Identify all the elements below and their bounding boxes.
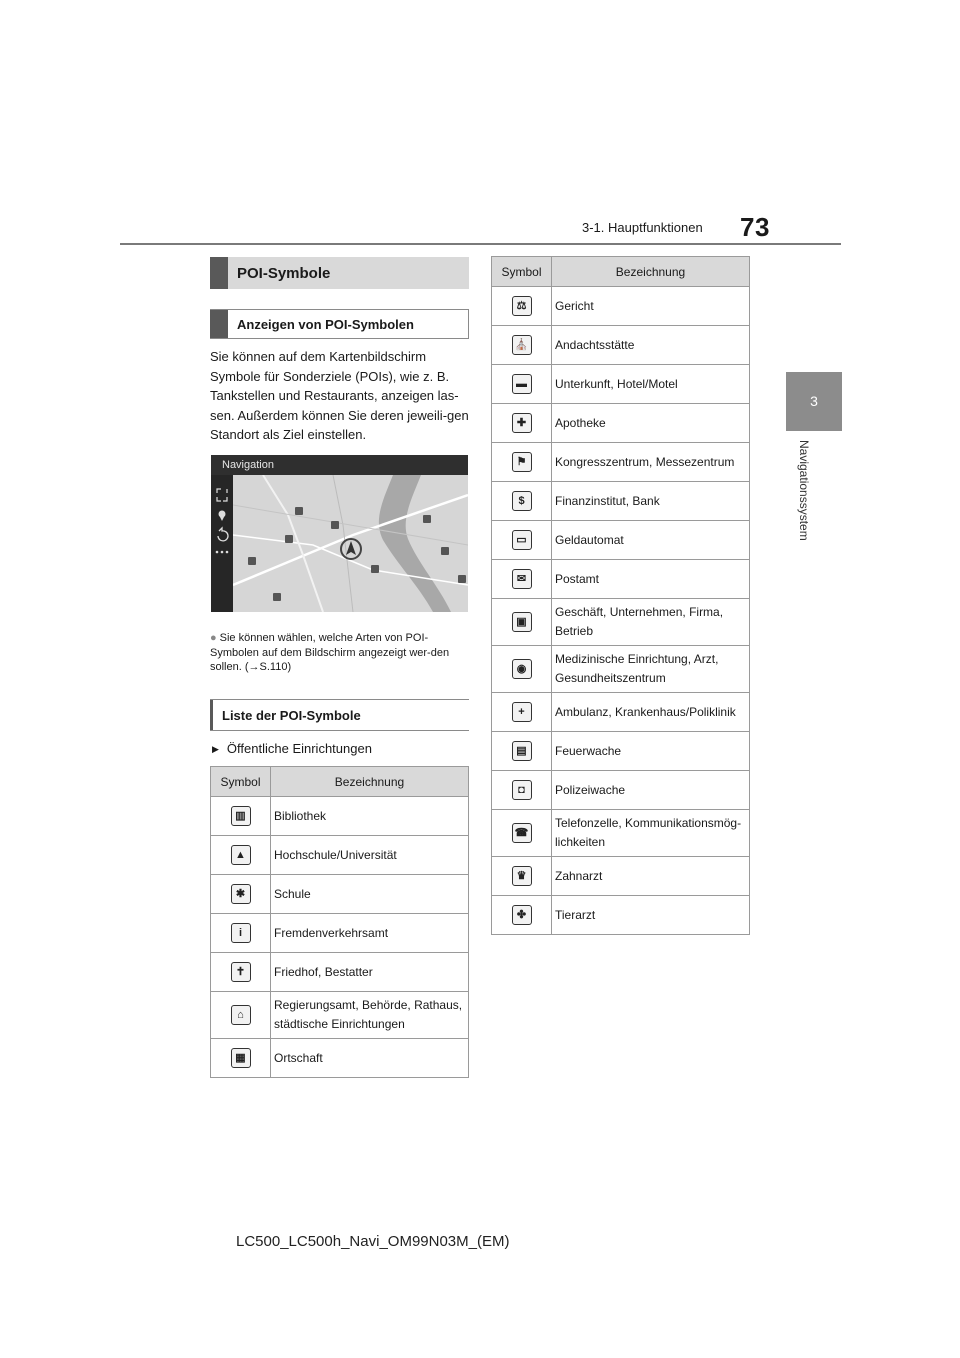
table-row: [492, 404, 750, 443]
heading-label: Liste der POI-Symbole: [222, 707, 361, 723]
pin-icon: [219, 511, 226, 522]
bank-icon: $: [512, 491, 532, 511]
name-cell: Finanzinstitut, Bank: [552, 482, 750, 521]
symbol-cell: [492, 326, 552, 365]
map-side-toolbar: [211, 475, 233, 612]
more-icon: [216, 551, 229, 554]
name-cell: Postamt: [552, 560, 750, 599]
post-office-icon: ✉: [512, 569, 532, 589]
name-cell: Gericht: [552, 287, 750, 326]
town-icon: ▦: [231, 1048, 251, 1068]
section-title: 3-1. Hauptfunktionen: [582, 220, 703, 235]
bullet-text: Sie können wählen, welche Arten von POI-Symbolen auf dem Bildschirm angezeigt wer-den sollen. (→S.110): [210, 632, 450, 673]
university-icon: ▲: [231, 845, 251, 865]
symbol-cell: [492, 560, 552, 599]
name-cell: Tierarzt: [552, 896, 750, 935]
symbol-cell: [211, 914, 271, 953]
table-row: [211, 1039, 469, 1078]
symbol-cell: [211, 797, 271, 836]
name-cell: Geschäft, Unternehmen, Firma, Betrieb: [552, 599, 750, 646]
chapter-tab[interactable]: 3: [786, 372, 842, 431]
symbol-cell: [492, 365, 552, 404]
poi-table-left: [210, 766, 469, 1078]
symbol-cell: [211, 992, 271, 1039]
name-cell: Fremdenverkehrsamt: [271, 914, 469, 953]
symbol-cell: [492, 443, 552, 482]
table-row: [492, 326, 750, 365]
map-title: Navigation: [222, 459, 274, 471]
name-cell: Medizinische Einrichtung, Arzt, Gesundheitszentrum: [552, 646, 750, 693]
table-row: [492, 857, 750, 896]
heading-label: Anzeigen von POI-Symbolen: [237, 316, 414, 332]
symbol-cell: [492, 810, 552, 857]
table-row: [492, 732, 750, 771]
government-icon: ⌂: [231, 1005, 251, 1025]
name-cell: Telefonzelle, Kommunikationsmög-lichkeiten: [552, 810, 750, 857]
page-number: 73: [740, 212, 770, 242]
table-row: [211, 836, 469, 875]
table-row: [492, 771, 750, 810]
footer-code: LC500_LC500h_Navi_OM99N03M_(EM): [236, 1233, 510, 1250]
table-row: [492, 896, 750, 935]
court-icon: ⚖: [512, 296, 532, 316]
name-cell: Ambulanz, Krankenhaus/Poliklinik: [552, 693, 750, 732]
bullet-note: [210, 631, 470, 675]
name-cell: Regierungsamt, Behörde, Rathaus, städtische Einrichtungen: [271, 992, 469, 1039]
table-row: [492, 521, 750, 560]
table-row: [211, 875, 469, 914]
symbol-cell: [211, 875, 271, 914]
table-row: [211, 992, 469, 1039]
symbol-cell: [211, 1039, 271, 1078]
library-icon: ▥: [231, 806, 251, 826]
symbol-cell: [492, 599, 552, 646]
table-row: [492, 443, 750, 482]
symbol-cell: [492, 404, 552, 443]
name-cell: Andachtsstätte: [552, 326, 750, 365]
name-cell: Zahnarzt: [552, 857, 750, 896]
pharmacy-icon: ✚: [512, 413, 532, 433]
symbol-cell: [211, 953, 271, 992]
dentist-icon: ♛: [512, 866, 532, 886]
atm-icon: ▭: [512, 530, 532, 550]
place-of-worship-icon: ⛪: [512, 335, 532, 355]
hotel-icon: ▬: [512, 374, 532, 394]
name-cell: Apotheke: [552, 404, 750, 443]
name-cell: Bibliothek: [271, 797, 469, 836]
name-cell: Polizeiwache: [552, 771, 750, 810]
symbol-cell: [492, 896, 552, 935]
symbol-cell: [492, 771, 552, 810]
intro-paragraph: Sie können auf dem Kartenbildschirm Symbole für Sonderziele (POIs), wie z. B. Tankstellen und Restaurants, anzeigen las-sen. Außerdem können Sie deren jeweili-gen Standort als Ziel einstellen.: [210, 349, 469, 442]
column-symbol: Symbol: [492, 257, 552, 287]
tourist-info-icon: i: [231, 923, 251, 943]
chapter-label: Navigationssystem: [797, 440, 811, 541]
symbol-cell: [492, 646, 552, 693]
heading-label: POI-Symbole: [237, 264, 331, 282]
symbol-cell: [492, 482, 552, 521]
poi-table-right: [491, 256, 750, 935]
convention-center-icon: ⚑: [512, 452, 532, 472]
cemetery-icon: ✝: [231, 962, 251, 982]
heading-show-poi: [210, 309, 469, 339]
table-row: [492, 599, 750, 646]
fire-station-icon: ▤: [512, 741, 532, 761]
name-cell: Feuerwache: [552, 732, 750, 771]
name-cell: Hochschule/Universität: [271, 836, 469, 875]
symbol-cell: [492, 857, 552, 896]
table-row: [211, 914, 469, 953]
column-symbol: Symbol: [211, 767, 271, 797]
hospital-icon: +: [512, 702, 532, 722]
bullet-dot-icon: ●: [210, 632, 217, 644]
navigation-map-screenshot: [211, 455, 468, 612]
category-text: Öffentliche Einrichtungen: [226, 741, 372, 756]
heading-bar: [210, 310, 228, 338]
table-row: [492, 287, 750, 326]
heading-poi-list: [210, 699, 469, 731]
business-icon: ▣: [512, 612, 532, 632]
name-cell: Schule: [271, 875, 469, 914]
table-row: [492, 810, 750, 857]
veterinarian-icon: ✤: [512, 905, 532, 925]
column-name: Bezeichnung: [271, 767, 469, 797]
symbol-cell: [211, 836, 271, 875]
table-row: [211, 797, 469, 836]
map-area: [233, 475, 468, 612]
table-row: [492, 693, 750, 732]
police-icon: ◘: [512, 780, 532, 800]
name-cell: Kongresszentrum, Messezentrum: [552, 443, 750, 482]
symbol-cell: [492, 521, 552, 560]
table-row: [492, 365, 750, 404]
school-icon: ✱: [231, 884, 251, 904]
table-row: [492, 560, 750, 599]
symbol-cell: [492, 693, 552, 732]
table-row: [211, 953, 469, 992]
name-cell: Unterkunft, Hotel/Motel: [552, 365, 750, 404]
medical-icon: ◉: [512, 659, 532, 679]
category-label: [212, 741, 372, 756]
heading-bar: [210, 257, 228, 289]
column-name: Bezeichnung: [552, 257, 750, 287]
symbol-cell: [492, 732, 552, 771]
phone-icon: ☎: [512, 823, 532, 843]
reroute-icon: [218, 528, 228, 541]
name-cell: Ortschaft: [271, 1039, 469, 1078]
header-rule: [120, 243, 841, 245]
triangle-right-icon: ▶: [212, 744, 219, 754]
name-cell: Friedhof, Bestatter: [271, 953, 469, 992]
expand-icon: [217, 489, 227, 501]
symbol-cell: [492, 287, 552, 326]
table-row: [492, 646, 750, 693]
name-cell: Geldautomat: [552, 521, 750, 560]
heading-poi-symbols: [210, 257, 469, 289]
table-row: [492, 482, 750, 521]
